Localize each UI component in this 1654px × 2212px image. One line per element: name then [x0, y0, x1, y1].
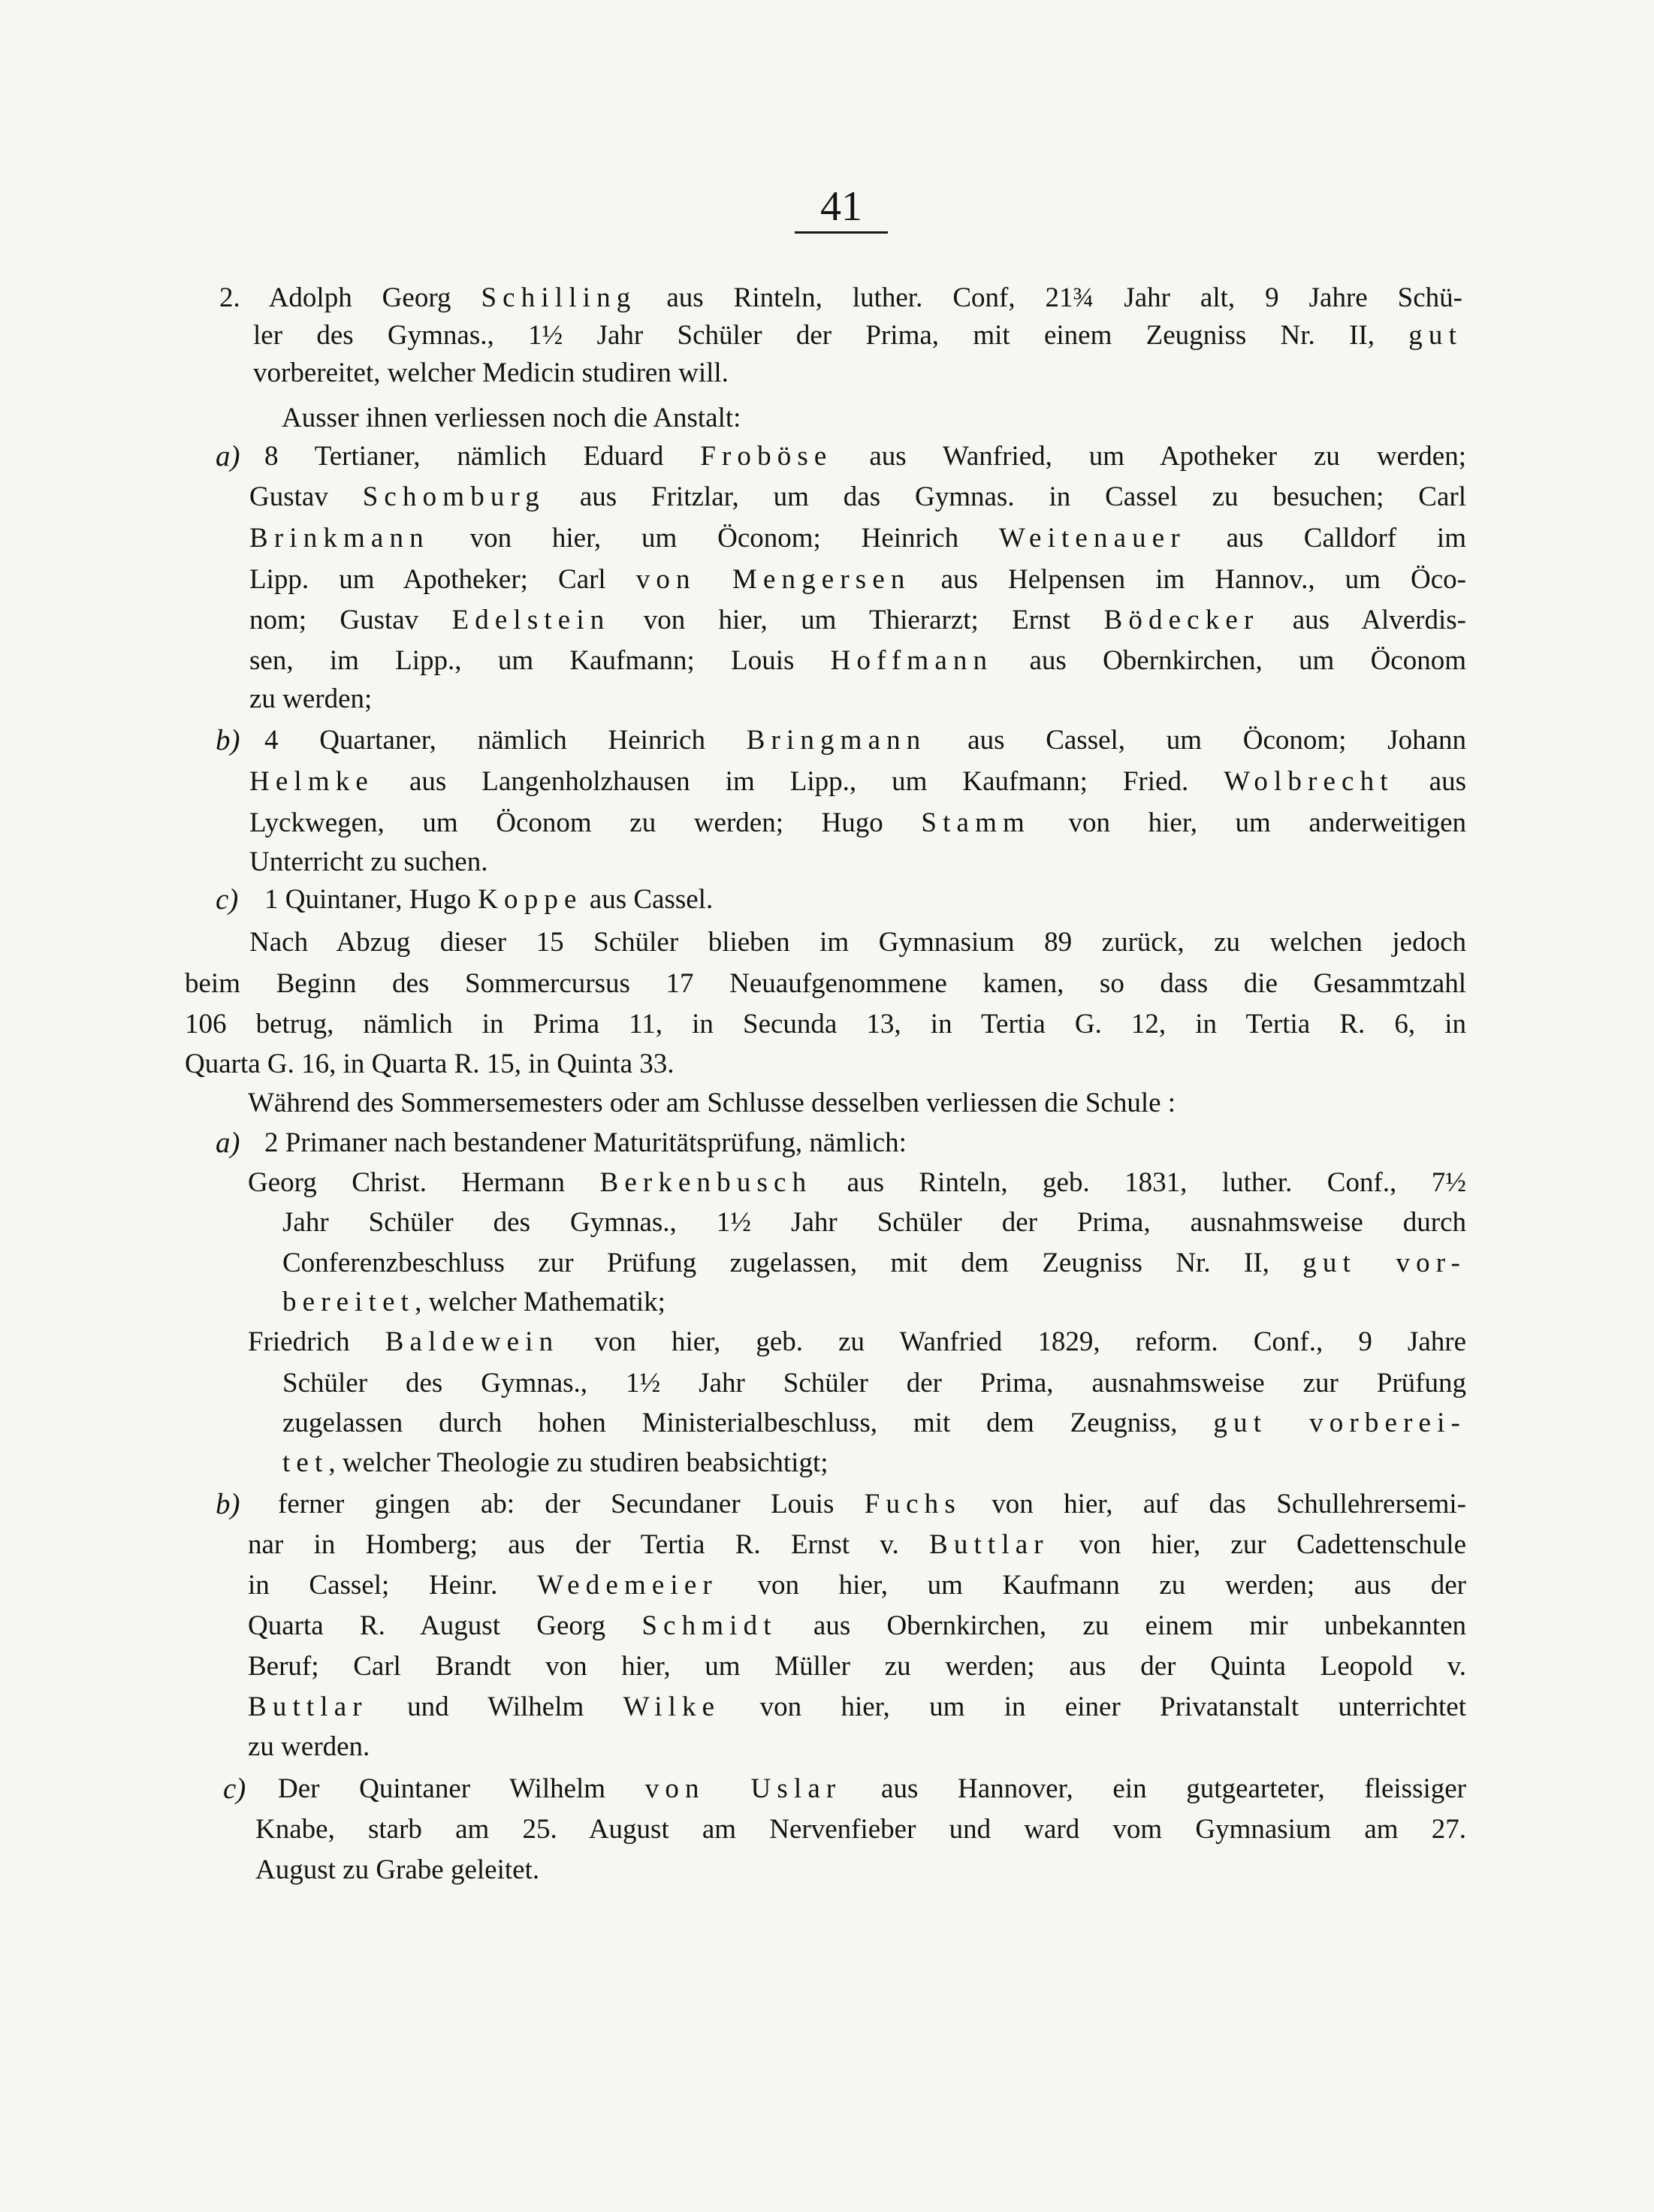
section-3-a-line-7: zugelassen durch hohen Ministerialbeschluss, mit dem Zeugniss, gut vorberei- — [282, 1408, 1466, 1438]
section-3-a-line-6: Schüler des Gymnas., 1½ Jahr Schüler der Prima, ausnahmsweise zur Prüfung — [282, 1368, 1466, 1399]
section-1-intro: Ausser ihnen verliessen noch die Anstalt: — [282, 403, 741, 433]
section-1-b-line-2: Helmke aus Langenholzhausen im Lipp., um Kaufmann; Fried. Wolbrecht aus — [249, 766, 1466, 797]
section-1-a-line-3: Brinkmann von hier, um Öconom; Heinrich Weitenauer aus Calldorf im — [249, 523, 1466, 554]
section-1-label-b: b) — [216, 724, 240, 756]
section-3-label-a: a) — [216, 1127, 240, 1159]
section-2-line-2: beim Beginn des Sommercursus 17 Neuaufgenommene kamen, so dass die Gesammtzahl — [185, 968, 1466, 999]
section-1-a-line-5: nom; Gustav Edelstein von hier, um Thierarzt; Ernst Bödecker aus Alverdis- — [249, 605, 1467, 635]
section-1-c-line-1: 1 Quintaner, Hugo Koppe aus Cassel. — [264, 884, 714, 915]
section-3-b-line-6: Buttlar und Wilhelm Wilke von hier, um in einer Privatanstalt unterrichtet — [248, 1691, 1466, 1722]
section-1-a-line-2: Gustav Schomburg aus Fritzlar, um das Gymnas. in Cassel zu besuchen; Carl — [249, 481, 1466, 512]
section-1-b-line-1: 4 Quartaner, nämlich Heinrich Bringmann aus Cassel, um Öconom; Johann — [264, 725, 1466, 756]
section-3-b-line-7: zu werden. — [248, 1731, 370, 1762]
section-3-b-line-5: Beruf; Carl Brandt von hier, um Müller zu werden; aus der Quinta Leopold v. — [248, 1651, 1466, 1682]
entry-2-line-3: vorbereitet, welcher Medicin studiren will. — [253, 358, 729, 388]
page-number: 41 — [820, 183, 862, 230]
section-2-line-1: Nach Abzug dieser 15 Schüler blieben im Gymnasium 89 zurück, zu welchen jedoch — [249, 927, 1466, 958]
section-3-a-head: 2 Primaner nach bestandener Maturitätsprüfung, nämlich: — [264, 1127, 907, 1158]
section-3-label-b: b) — [216, 1488, 240, 1520]
section-3-a-line-4: bereitet, welcher Mathematik; — [282, 1287, 666, 1317]
section-3-a-line-5: Friedrich Baldewein von hier, geb. zu Wanfried 1829, reform. Conf., 9 Jahre — [248, 1326, 1466, 1357]
section-3-c-line-1: Der Quintaner Wilhelm von Uslar aus Hannover, ein gutgearteter, fleissiger — [278, 1773, 1466, 1804]
section-3-b-line-1: ferner gingen ab: der Secundaner Louis Fuchs von hier, auf das Schullehrersemi- — [278, 1489, 1467, 1519]
section-1-a-line-6: sen, im Lipp., um Kaufmann; Louis Hoffmann aus Obernkirchen, um Öconom — [249, 645, 1466, 676]
entry-2-line-2: ler des Gymnas., 1½ Jahr Schüler der Prima, mit einem Zeugniss Nr. II, gut — [253, 320, 1462, 351]
section-3-c-line-3: August zu Grabe geleitet. — [255, 1854, 540, 1885]
section-1-b-line-4: Unterricht zu suchen. — [249, 846, 488, 877]
section-3-a-line-1: Georg Christ. Hermann Berkenbusch aus Rinteln, geb. 1831, luther. Conf., 7½ — [248, 1167, 1466, 1198]
section-1-a-line-7: zu werden; — [249, 684, 373, 714]
section-1-b-line-3: Lyckwegen, um Öconom zu werden; Hugo Stamm von hier, um anderweitigen — [249, 807, 1466, 838]
section-3-intro: Während des Sommersemesters oder am Schlusse desselben verliessen die Schule : — [248, 1088, 1176, 1118]
section-2-line-4: Quarta G. 16, in Quarta R. 15, in Quinta 33. — [185, 1049, 675, 1079]
page-number-rule — [795, 231, 888, 234]
section-3-b-line-4: Quarta R. August Georg Schmidt aus Obernkirchen, zu einem mir unbekannten — [248, 1610, 1466, 1641]
section-3-a-line-3: Conferenzbeschluss zur Prüfung zugelassen, mit dem Zeugniss Nr. II, gut vor- — [282, 1248, 1466, 1278]
entry-2-line-1: 2. Adolph Georg Schilling aus Rinteln, luther. Conf, 21¾ Jahr alt, 9 Jahre Schü- — [219, 282, 1462, 313]
section-1-a-line-4: Lipp. um Apotheker; Carl von Mengersen aus Helpensen im Hannov., um Öco- — [249, 564, 1466, 595]
section-3-c-line-2: Knabe, starb am 25. August am Nervenfieber und ward vom Gymnasium am 27. — [255, 1814, 1466, 1845]
section-1-a-line-1: 8 Tertianer, nämlich Eduard Froböse aus Wanfried, um Apotheker zu werden; — [264, 441, 1467, 472]
section-3-b-line-3: in Cassel; Heinr. Wedemeier von hier, um Kaufmann zu werden; aus der — [248, 1570, 1466, 1601]
section-3-a-line-2: Jahr Schüler des Gymnas., 1½ Jahr Schüler der Prima, ausnahmsweise durch — [282, 1207, 1466, 1238]
section-1-label-c: c) — [216, 883, 239, 916]
section-3-b-line-2: nar in Homberg; aus der Tertia R. Ernst v. Buttlar von hier, zur Cadettenschule — [248, 1529, 1466, 1560]
section-3-label-c: c) — [223, 1773, 246, 1805]
section-3-a-line-8: tet, welcher Theologie zu studiren beabsichtigt; — [282, 1447, 829, 1478]
section-1-label-a: a) — [216, 440, 240, 472]
section-2-line-3: 106 betrug, nämlich in Prima 11, in Secunda 13, in Tertia G. 12, in Tertia R. 6, in — [185, 1009, 1466, 1040]
